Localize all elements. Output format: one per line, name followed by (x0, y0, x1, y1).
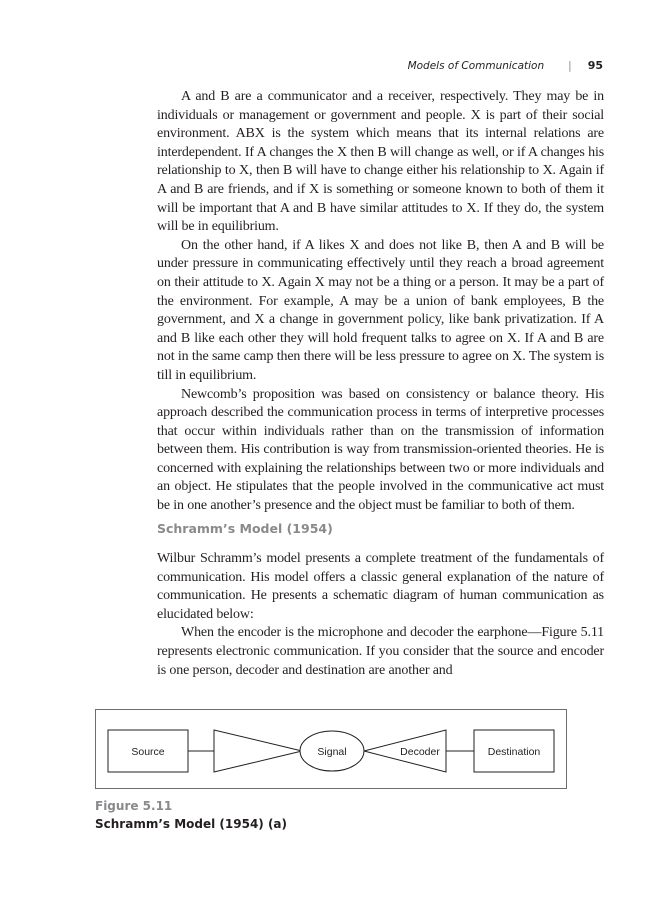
paragraph-newcomb: Newcomb’s proposition was based on consistency or balance theory. His approach described the communication process in terms of interpretive processes that occur within individuals rather than on the transmission of information between them. His contribution is way from transmission-oriented theories. He is concerned with explaining the relationships between two or more individuals and an object. He stipulates that the people involved in the communicative act must be in one another’s presence and the object must be familiar to both of them. (157, 386, 604, 514)
paragraph-schramm-encoder: When the encoder is the microphone and decoder the earphone—Figure 5.11 represents electronic communication. If you consider that the source and encoder is one person, decoder and destination are another and (157, 625, 604, 678)
signal-label: Signal (317, 746, 347, 758)
source-label: Source (131, 746, 165, 758)
paragraph-abx-system: A and B are a communicator and a receiver, respectively. They may be in individuals or management or government and people. X is part of their social environment. ABX is the system which means that its internal relations are interdependent. If A changes the X then B will change as well, or if A changes his relationship to X, then B will have to change either his relationship to X. Again if A and B are friends, and if X is something or someone known to both of them it will be important that A and B have similar attitudes to X. If they do, the system will be in equilibrium. (157, 89, 604, 235)
section-body-text (157, 550, 604, 680)
header-separator: | (568, 59, 572, 72)
encoder-triangle (214, 730, 302, 772)
decoder-label: Decoder (400, 746, 440, 758)
figure-caption: Schramm’s Model (1954) (a) (95, 817, 288, 831)
paragraph-schramm-intro: Wilbur Schramm’s model presents a complete treatment of the fundamentals of communication. His model offers a classic general explanation of the nature of communication. He presents a schematic diagram of human communication as elucidated below: (157, 551, 604, 622)
schramm-diagram (96, 710, 568, 790)
running-head (408, 59, 603, 72)
paragraph-pressure: On the other hand, if A likes X and does not like B, then A and B will be under pressure in communicating effectively until they reach a broad agreement on their attitude to X. Again X may not be a thing or a person. It may be a part of the environment. For example, A may be a union of bank employees, B the government, and X a change in government policy, like bank privatization. If A and B like each other they will hold frequent talks to agree on X. If A and B are not in the same camp then there will be less pressure to agree on X. The system is till in equilibrium. (157, 237, 604, 383)
section-heading: Schramm’s Model (1954) (157, 521, 333, 536)
page-number: 95 (587, 59, 603, 72)
figure-diagram (95, 709, 567, 789)
destination-label: Destination (487, 746, 541, 758)
running-title: Models of Communication (407, 59, 545, 72)
figure-number: Figure 5.11 (95, 799, 173, 813)
body-text (157, 88, 604, 516)
